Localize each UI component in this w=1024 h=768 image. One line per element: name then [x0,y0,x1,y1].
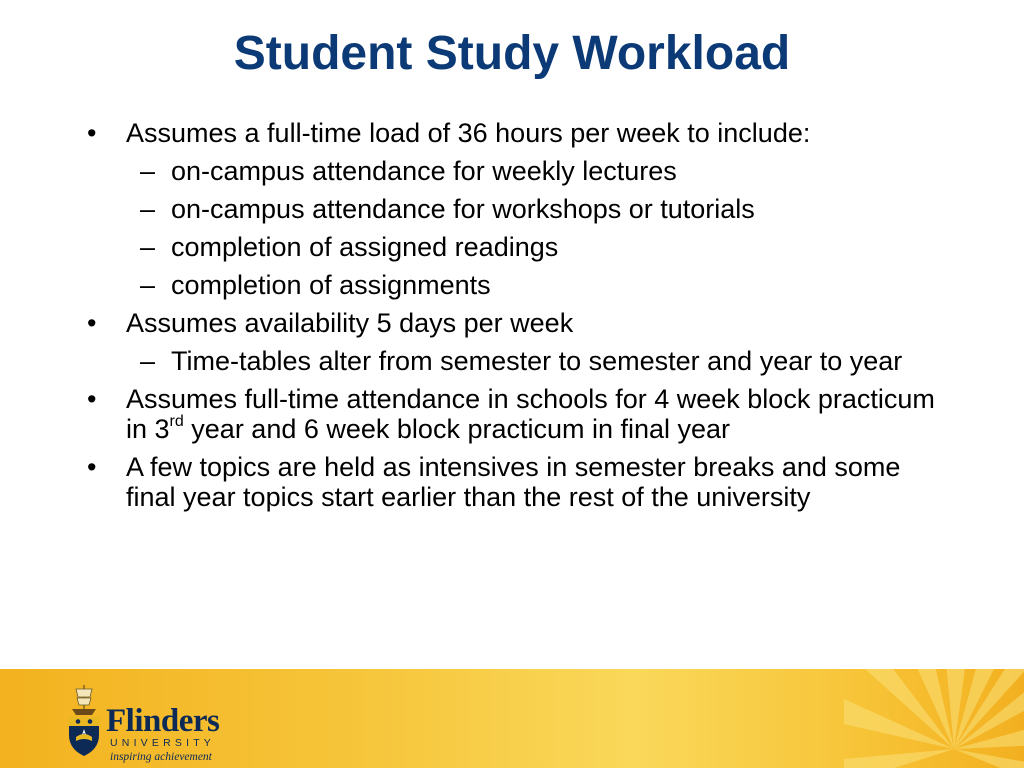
sub-bullet-marker: – [140,232,156,262]
logo-university-label: UNIVERSITY [110,737,216,749]
bullet-item [87,384,947,444]
bullet-item [87,308,947,338]
ordinal-superscript: rd [169,413,184,430]
bullet-text: Assumes a full-time load of 36 hours per week to include: [126,118,811,148]
bullet-item [87,452,947,512]
sub-bullet-item [87,270,947,300]
sub-bullet-text: on-campus attendance for workshops or tutorials [171,194,755,224]
sub-bullet-text: completion of assignments [171,270,491,300]
sub-bullet-item [87,346,947,376]
bullet-text: A few topics are held as intensives in semester breaks and some final year topics start earlier than the rest of the university [126,452,901,512]
logo-tagline: inspiring achievement [110,751,212,763]
sunburst-decoration [844,669,1024,768]
sub-bullet-marker: – [140,346,156,376]
slide-title: Student Study Workload [233,27,791,80]
sub-bullet-text: completion of assigned readings [171,232,559,262]
sub-bullet-text: Time-tables alter from semester to semester and year to year [171,346,903,376]
logo-wordmark: Flinders [106,703,220,739]
bullet-list [87,118,947,512]
sub-bullet-item [87,156,947,186]
sub-bullet-marker: – [140,270,156,300]
bullet-text-part: Assumes full-time attendance in schools for 4 week block practicum in 3 [126,384,935,444]
sub-bullet-text: on-campus attendance for weekly lectures [171,156,677,186]
sub-bullet-marker: – [140,156,156,186]
bullet-item [87,118,947,148]
bullet-marker: • [87,308,97,338]
bullet-marker: • [87,452,97,482]
bullet-text-part: year and 6 week block practicum in final year [183,414,731,444]
bullet-marker: • [87,384,97,414]
bullet-marker: • [87,118,97,148]
flinders-logo [66,679,236,764]
bullet-text: Assumes availability 5 days per week [126,308,574,338]
sub-bullet-item [87,232,947,262]
university-crest-icon [66,679,102,759]
sub-bullet-item [87,194,947,224]
sub-bullet-marker: – [140,194,156,224]
bullet-text [126,384,935,444]
footer-band [0,669,1024,768]
